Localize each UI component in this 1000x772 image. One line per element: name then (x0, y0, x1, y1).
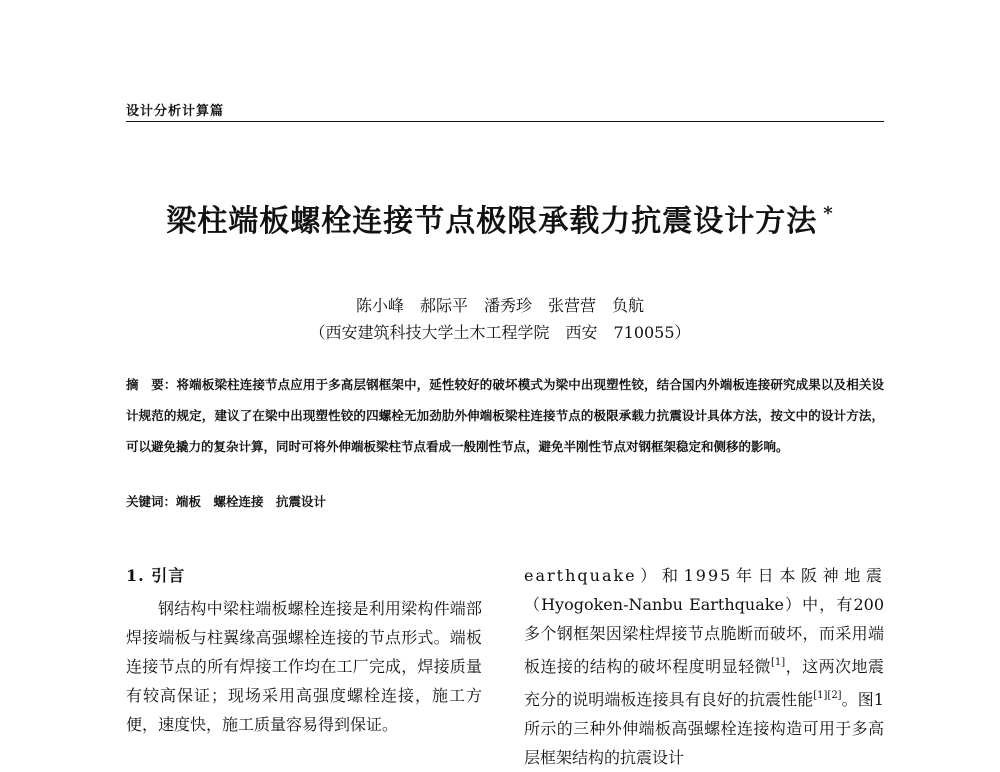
author-list: 陈小峰 郝际平 潘秀珍 张营营 负航 (355, 296, 644, 315)
title-text: 梁柱端板螺栓连接节点极限承载力抗震设计方法 (166, 204, 818, 239)
header-divider (126, 121, 884, 122)
body-text: 。图1所示的三种外伸端板高强螺栓连接构造可用于多高层框架结构的抗震设计 (524, 690, 884, 767)
abstract-label: 摘 要： (126, 377, 177, 392)
keywords (126, 492, 884, 510)
title-footnote-marker: * (823, 203, 834, 224)
section-heading: 1. 引言 (126, 566, 186, 585)
citation: [1][2] (813, 690, 842, 701)
citation: [1] (771, 657, 786, 668)
body-paragraph: 钢结构中梁柱端板螺栓连接是利用梁构件端部焊接端板与柱翼缘高强螺栓连接的节点形式。端板连接节点的所有焊接工作均在工厂完成，焊接质量有较高保证；现场采用高强度螺栓连接，施工方便，速度快，施工质量容易得到保证。 (126, 599, 482, 734)
body-text: （Hyogoken-Nanbu Earthquake）中，有200多个钢框架因梁柱焊接节点脆断而破坏，而采用端板连接的结构的破坏程度明显轻微 (524, 595, 884, 676)
paper-title (0, 196, 1000, 240)
affiliation: （西安建筑科技大学土木工程学院 西安 710055） (309, 323, 691, 342)
left-column (126, 561, 482, 739)
body-paragraph-continued (524, 561, 884, 772)
keywords-label: 关键词： (126, 494, 177, 509)
abstract-text: 将端板梁柱连接节点应用于多高层钢框架中，延性较好的破坏模式为梁中出现塑性铰，结合国内外端板连接研究成果以及相关设计规范的规定，建议了在梁中出现塑性铰的四螺栓无加劲肋外伸端板梁柱连接节点的极限承载力抗震设计具体方法，按文中的设计方法，可以避免撬力的复杂计算，同时可将外伸端板梁柱节点看成一般刚性节点，避免半刚性节点对钢框架稳定和侧移的影响。 (126, 377, 884, 454)
section-label: 设计分析计算篇 (126, 104, 225, 119)
abstract (126, 369, 884, 462)
right-column (524, 561, 884, 772)
keywords-text: 端板 螺栓连接 抗震设计 (176, 494, 327, 509)
body-text: ，这两次地震充分的说明端板连接具有良好的抗震性能 (524, 657, 884, 709)
body-text-line: earthquake）和1995年日本阪神地震 (524, 566, 884, 585)
